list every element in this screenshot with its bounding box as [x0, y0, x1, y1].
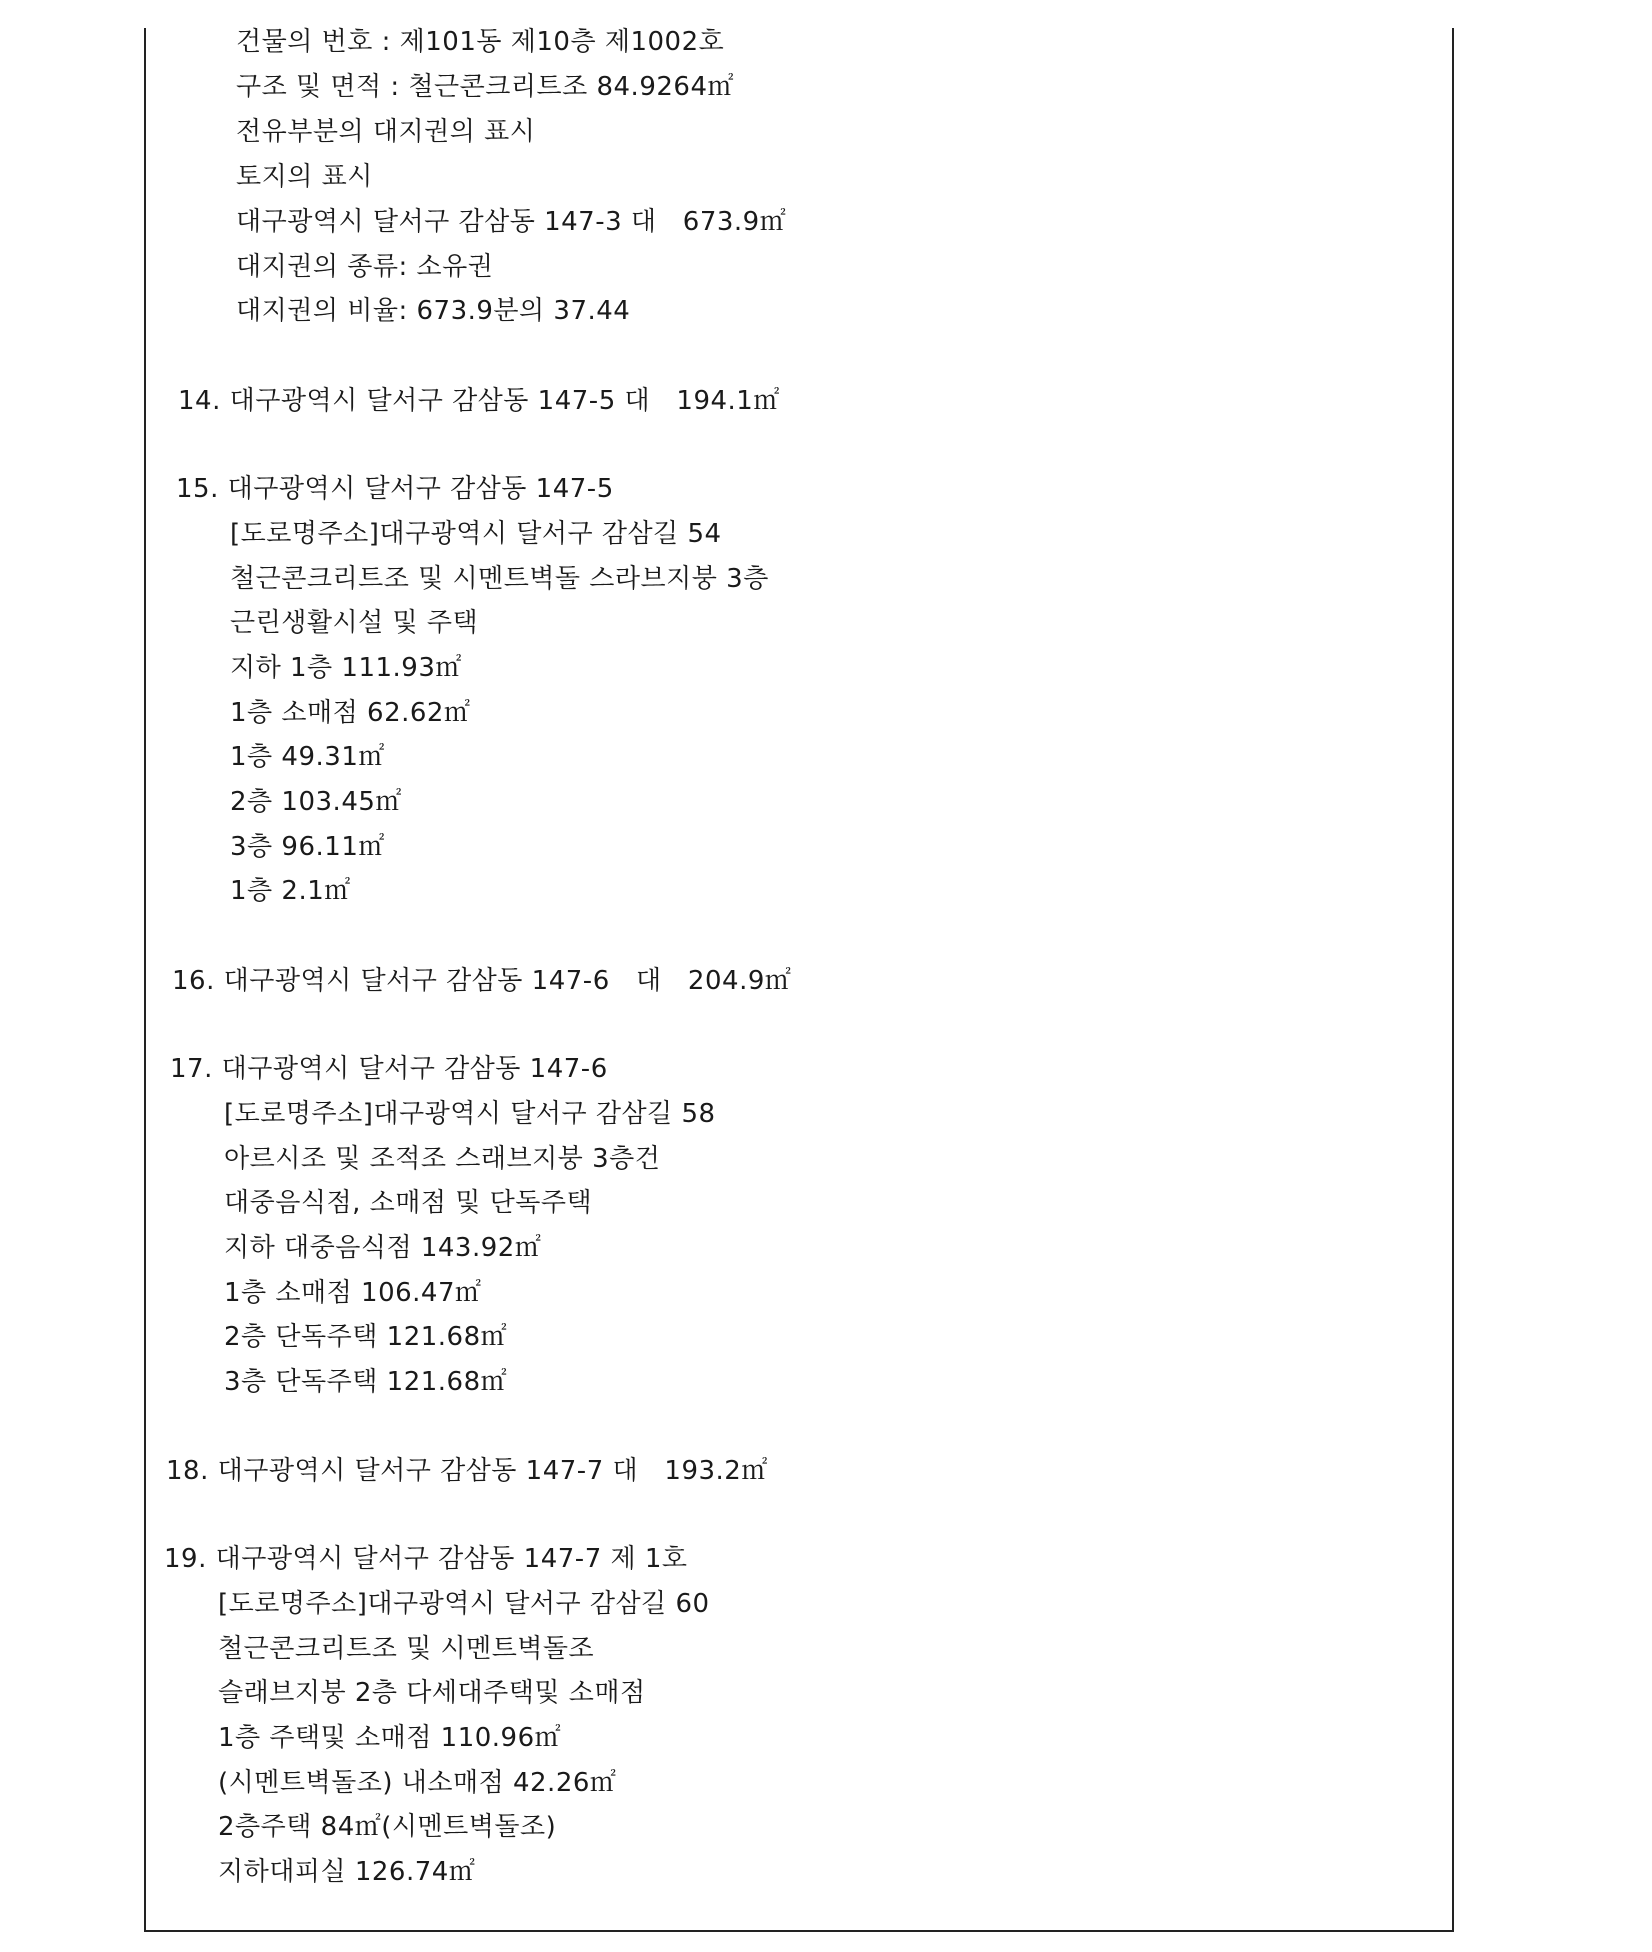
text-line: 2층 단독주택 121.68㎡ [224, 1322, 508, 1352]
item-14: 14. 대구광역시 달서구 감삼동 147-5 대 194.1㎡ [178, 386, 780, 416]
text-line: 1층 주택및 소매점 110.96㎡ [218, 1723, 562, 1753]
item-18: 18. 대구광역시 달서구 감삼동 147-7 대 193.2㎡ [166, 1456, 768, 1486]
text-line: [도로명주소]대구광역시 달서구 감삼길 58 [224, 1099, 716, 1129]
text-line: 지하 대중음식점 143.92㎡ [224, 1233, 542, 1263]
text-line: 토지의 표시 [236, 162, 373, 192]
item-19: 19. 대구광역시 달서구 감삼동 147-7 제 1호 [164, 1544, 688, 1574]
text-line: 지하대피실 126.74㎡ [218, 1857, 476, 1887]
text-line: 2층 103.45㎡ [230, 787, 402, 817]
text-line: 2층주택 84㎡(시멘트벽돌조) [218, 1812, 557, 1842]
text-line: 철근콘크리트조 및 시멘트벽돌 스라브지붕 3층 [230, 564, 769, 594]
text-line: 대구광역시 달서구 감삼동 147-3 대 673.9㎡ [236, 207, 787, 237]
text-line: 1층 소매점 62.62㎡ [230, 698, 471, 728]
item-15: 15. 대구광역시 달서구 감삼동 147-5 [176, 474, 614, 504]
text-line: 대지권의 비율: 673.9분의 37.44 [236, 296, 631, 326]
text-line: 건물의 번호 : 제101동 제10층 제1002호 [236, 27, 725, 57]
text-line: 3층 96.11㎡ [230, 832, 385, 862]
text-line: 1층 49.31㎡ [230, 742, 385, 772]
text-line: (시멘트벽돌조) 내소매점 42.26㎡ [218, 1768, 617, 1798]
text-line: 철근콘크리트조 및 시멘트벽돌조 [218, 1634, 595, 1664]
item-17: 17. 대구광역시 달서구 감삼동 147-6 [170, 1054, 608, 1084]
text-line: 대중음식점, 소매점 및 단독주택 [224, 1188, 593, 1218]
text-line: 1층 소매점 106.47㎡ [224, 1278, 482, 1308]
item-16: 16. 대구광역시 달서구 감삼동 147-6 대 204.9㎡ [172, 966, 792, 996]
text-line: 3층 단독주택 121.68㎡ [224, 1367, 508, 1397]
text-line: 전유부분의 대지권의 표시 [236, 117, 536, 147]
text-line: [도로명주소]대구광역시 달서구 감삼길 60 [218, 1589, 710, 1619]
text-line: 슬래브지붕 2층 다세대주택및 소매점 [218, 1678, 646, 1708]
text-line: 대지권의 종류: 소유권 [236, 252, 494, 282]
text-line: 지하 1층 111.93㎡ [230, 653, 462, 683]
text-line: 1층 2.1㎡ [230, 876, 351, 906]
text-line: 근린생활시설 및 주택 [230, 608, 479, 638]
text-line: 아르시조 및 조적조 스래브지붕 3층건 [224, 1144, 661, 1174]
text-line: [도로명주소]대구광역시 달서구 감삼길 54 [230, 519, 722, 549]
text-line: 구조 및 면적 : 철근콘크리트조 84.9264㎡ [236, 72, 734, 102]
